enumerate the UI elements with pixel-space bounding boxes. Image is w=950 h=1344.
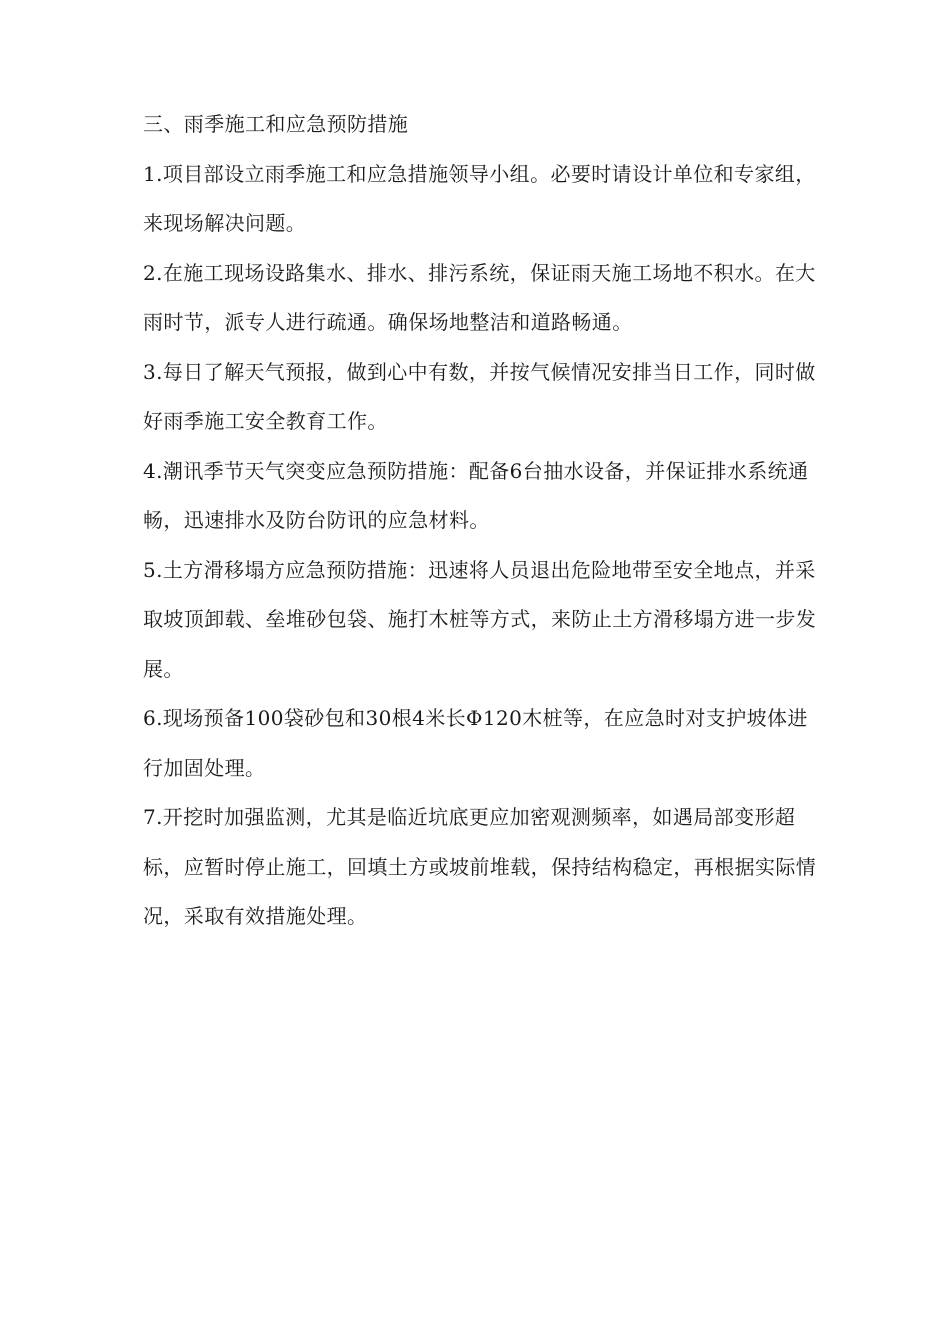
paragraph-4: 4.潮讯季节天气突变应急预防措施：配备6台抽水设备，并保证排水系统通畅，迅速排水及防台防讯的应急材料。 [143, 458, 809, 532]
section-heading: 三、雨季施工和应急预防措施 [143, 112, 409, 136]
paragraph-5: 5.土方滑移塌方应急预防措施：迅速将人员退出危险地带至安全地点，并采取坡顶卸载、垒堆砂包袋、施打木桩等方式，来防止土方滑移塌方进一步发展。 [143, 557, 817, 681]
paragraph-7: 7.开挖时加强监测，尤其是临近坑底更应加密观测频率，如遇局部变形超标，应暂时停止施工，回填土方或坡前堆载，保持结构稳定，再根据实际情况，采取有效措施处理。 [143, 805, 817, 928]
paragraph-1: 1.项目部设立雨季施工和应急措施领导小组。必要时请设计单位和专家组，来现场解决问题。 [143, 161, 816, 235]
paragraph-3: 3.每日了解天气预报，做到心中有数，并按气候情况安排当日工作，同时做好雨季施工安全教育工作。 [143, 359, 816, 433]
document-body [143, 100, 823, 942]
paragraph-6: 6.现场预备100袋砂包和30根4米长Φ120木桩等，在应急时对支护坡体进行加固处理。 [143, 706, 808, 780]
paragraph-2: 2.在施工现场设路集水、排水、排污系统，保证雨天施工场地不积水。在大雨时节，派专人进行疏通。确保场地整洁和道路畅通。 [143, 260, 816, 334]
